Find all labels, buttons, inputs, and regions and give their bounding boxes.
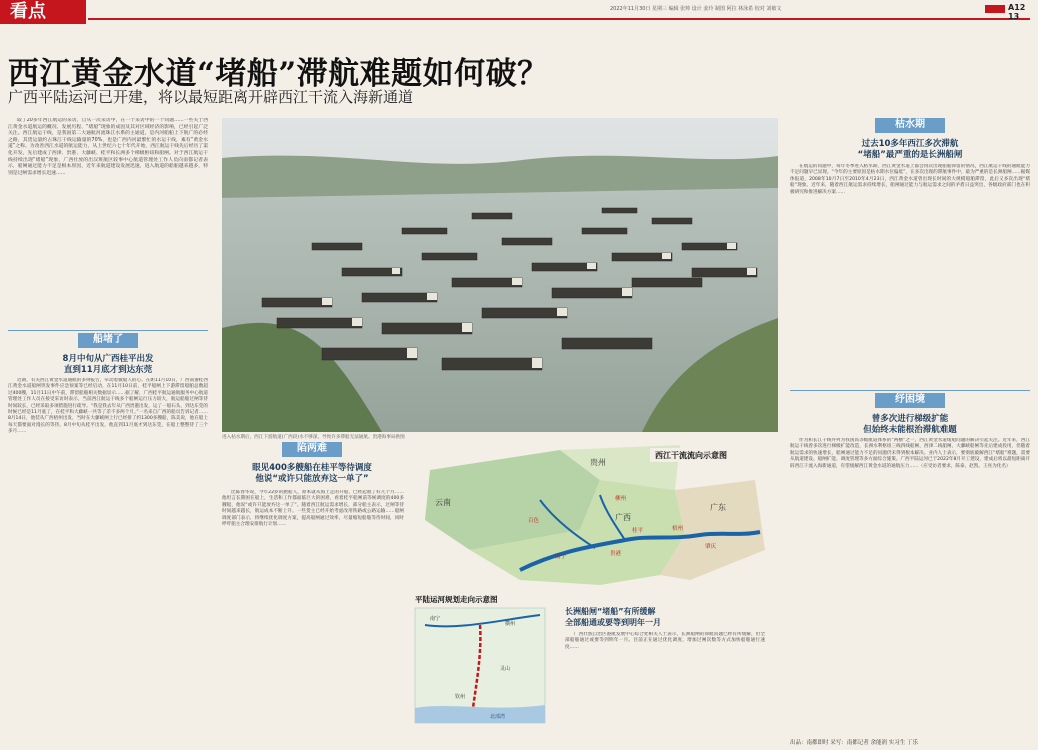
pinglu-label-nanning: 南宁 <box>430 616 441 622</box>
map-label-guizhou: 贵州 <box>590 458 606 467</box>
beibu-gulf-area <box>415 705 545 723</box>
section-badge-right2: 纾困境 <box>875 393 945 408</box>
section-middle-head <box>222 442 402 485</box>
section-right2-head <box>790 390 1030 436</box>
section-badge-left: 船堵了 <box>78 333 138 348</box>
divider <box>8 330 208 331</box>
section-badge-middle: 陷两难 <box>282 442 342 457</box>
section-right2-body: 作为和长江干线并列为我国高等级航道体系的“两横”之一，西江黄金水道堵船问题的解决引起关注。近年来，西江航运干线曾多次进行梯级扩能改造，长洲水利枢纽三线四线船闸、西津二线船闸、大藤峡船闸等先后建成投用，但随着航运需求的快速增长，船闸通过能力不足的问题仍未得到根本解决。业内人士表示，要彻底破解西江“堵船”难题，需要从航道建设、船闸扩能、调度管理等多方面综合施策。广西平陆运河已于2022年8月开工建设，建成后将以最短距离开辟西江干流入海新通道，有望缓解西江黄金水道的通航压力……（应受访者要求，陈泰、赵凯、王亮为化名） <box>790 438 1030 469</box>
section-left-head <box>8 330 208 376</box>
header-rule <box>88 18 1030 20</box>
section-badge-right1: 枯水期 <box>875 118 945 133</box>
map-section-sub1: 长洲船闸“堵船”有所缓解 <box>565 607 656 616</box>
map-section-head <box>565 606 765 628</box>
section-middle-body: 比陈春华说，今年22岁的跑船人，原本就从海上走的开船，已经起航了好几个月……他坦言长期困在船上，生活和工作都面临巨大的困难，看着桂平船闸前等候调度的400多艘船，他说“或许只能放弃这一单了”。随着西江航运需求增长，部分船主表示，过闸等待时间越来越长，航运成本不断上升。一些货主已经开始考虑改用铁路或公路运输……船闸调度部门表示，将继续优化调度方案，提高船闸通过效率，尽量缩短船舶等待时间，同时呼吁船主合理安排航行计划…… <box>222 490 404 528</box>
header-info: 2022年11月30日 星期三 编辑 张帅 设计 姜玲 制图 阿拉 林泳希 校对 刘敏文 <box>610 6 782 12</box>
map-label-zhaoqing: 肇庆 <box>705 544 717 550</box>
map-title-pinglu: 平陆运河规划走向示意图 <box>415 595 498 604</box>
pinglu-label-hengzhou: 横州 <box>505 621 516 627</box>
map-label-guigang: 贵港 <box>610 551 622 557</box>
barges-photo <box>222 118 778 432</box>
section-right1-head <box>790 118 1030 161</box>
section-left-sub2: 直到11月底才到达东莞 <box>63 365 153 375</box>
section-middle-sub2: 他说“或许只能放弃这一单了” <box>255 474 369 484</box>
map-label-baise: 百色 <box>528 518 540 524</box>
header-page-badge <box>985 5 1005 13</box>
map-label-wuzhou: 梧州 <box>672 526 684 532</box>
section-middle-sub1: 眼见400多艘船在桂平等待调度 <box>252 463 372 473</box>
section-badge: 看点 <box>0 0 86 24</box>
map-label-guangdong: 广东 <box>710 503 726 512</box>
section-left-sub1: 8月中旬从广西桂平出发 <box>62 354 154 364</box>
section-right2-sub1: 曾多次进行梯级扩能 <box>871 414 949 424</box>
map-title-xijiang: 西江干流流向示意图 <box>655 451 727 460</box>
subheadline: 广西平陆运河已开建，将以最短距离开辟西江干流入海新通道 <box>8 88 414 106</box>
photo-caption: 进入枯水期后，西江下游航道(广西段)水不够深，导致许多滞船无法通航。贵港海事局供图 <box>222 435 405 440</box>
map-section-sub2: 全部船通或要等到明年一月 <box>565 618 661 627</box>
map-label-liuzhou: 柳州 <box>615 496 627 502</box>
section-right1-sub2: “堵船”最严重的是长洲船闸 <box>857 150 963 160</box>
map-label-guiping: 桂平 <box>632 528 644 534</box>
headline: 西江黄金水道“堵船”滞航难题如何破？ <box>8 56 549 92</box>
pinglu-label-qinzhou: 钦州 <box>455 694 466 700</box>
divider <box>790 390 1030 391</box>
section-left-body: 近期，有关西江黄金水道通航的多则报告，牵动着微船人的心。在距11月10日，广西南番桂西江黄金水道船闸突发事件应急预案等已经启动，在11月10日前，桂平船闸上下游滞留船舶总数超过400艘，11月11日中午前，滞留船舶相关数据显示……据了解，广西桂平航运通航服务中心航道管理处工作人员在接受采访时表示，当前西江航运干线多个船闸运行压力较大，航运船舶过闸等待时间较长，已经采取多项措施进行疏导。“我是我去年从广西贵港出发，运了一船石头，到达东莞的时候已经是11月底了，在桂平和大藤峡一共等了差不多两个月。”一名来自广西的船员告诉记者……8月14日，他装从广西梧州出发，当时在大藤峡闸上行已经排了约1300多艘船，陈美说，他在船上每天都要面对漫长的等待。8月中旬从桂平出发，他直到11月底才到达东莞，在船上整整待了三个多月…… <box>8 378 208 435</box>
map-section-body: 广西壮族自治区港航发展中心综合处相关人士表示，长洲船闸的滞航问题已经有所缓解，但全部船舶通过或要等到明年一月。目前正在通过优化调度、增加过闸次数等方式加快船舶通行速度…… <box>565 632 765 650</box>
section-right1-body: 在航运的问题中，每年冬季进入枯水期，西江黄金水道上都会再次出现船舶滞留的情况，西江航运干线的通航能力不足问题早已显现。“今年的主要原因是枯水期水位偏低”，在多次出现的滞航事件中，最为严重的是长洲船闸……据媒体报道，2008年10月7日至2010年4月23日，西江黄金水道曾出现长时间的大规模船舶滞留，此后又多次出现“堵船”现象。近年来，随着西江航运需求持续增长，船闸通过能力与航运需求之间的矛盾日益突出，各级政府部门也在积极研究和推进解决方案…… <box>790 164 1030 195</box>
map-label-guangxi: 广西 <box>615 513 631 522</box>
lead-paragraph: 取了20多年西江航运的采访，自从一次采访中，在一个采访中的一个问题……一些关于西江黄金水道航运的概况、发展历程、“堵船”现象的成因及其对区域经济的影响，已经引起广泛关注。西江航运干线，是我国第二大通航河流珠江水系的主通道，是内河船舶上下航广的必经之路，其货运量约占珠江干线运输量的70%，也是广西内河最繁忙的水运干线，素有“黄金水道”之称。为改善西江水道的航运能力，从上世纪六七十年代开始，西江航运干线先后经历了渠化开发，先后建成了西津、贵港、大藤峡、桂平和长洲多个梯级枢纽和船闸。对于西江航运干线持续出现“堵船”现象，广西社放的出汉班航区较事中心航道管理处工作人员向南都记者表示，船闸通过能力不足是根本原因，近年来航道建设发展迅速，进入航道的船舶越来越多，特别是过闸需求增长迅速…… <box>8 118 208 176</box>
page-number: A12 13 <box>1008 3 1026 21</box>
section-right1-sub1: 过去10多年西江多次滞航 <box>861 139 959 149</box>
byline-footer: 出品：南都即时 采写：南都记者 余能润 实习生 丁乐 <box>790 740 918 746</box>
pinglu-label-lingshan: 灵山 <box>500 666 511 672</box>
map-label-nanning: 南宁 <box>555 554 567 560</box>
section-right2-sub2: 但始终未能根治滞航难题 <box>863 425 957 435</box>
map-label-yunnan: 云南 <box>435 498 451 507</box>
pinglu-label-beihai: 北部湾 <box>490 714 506 720</box>
